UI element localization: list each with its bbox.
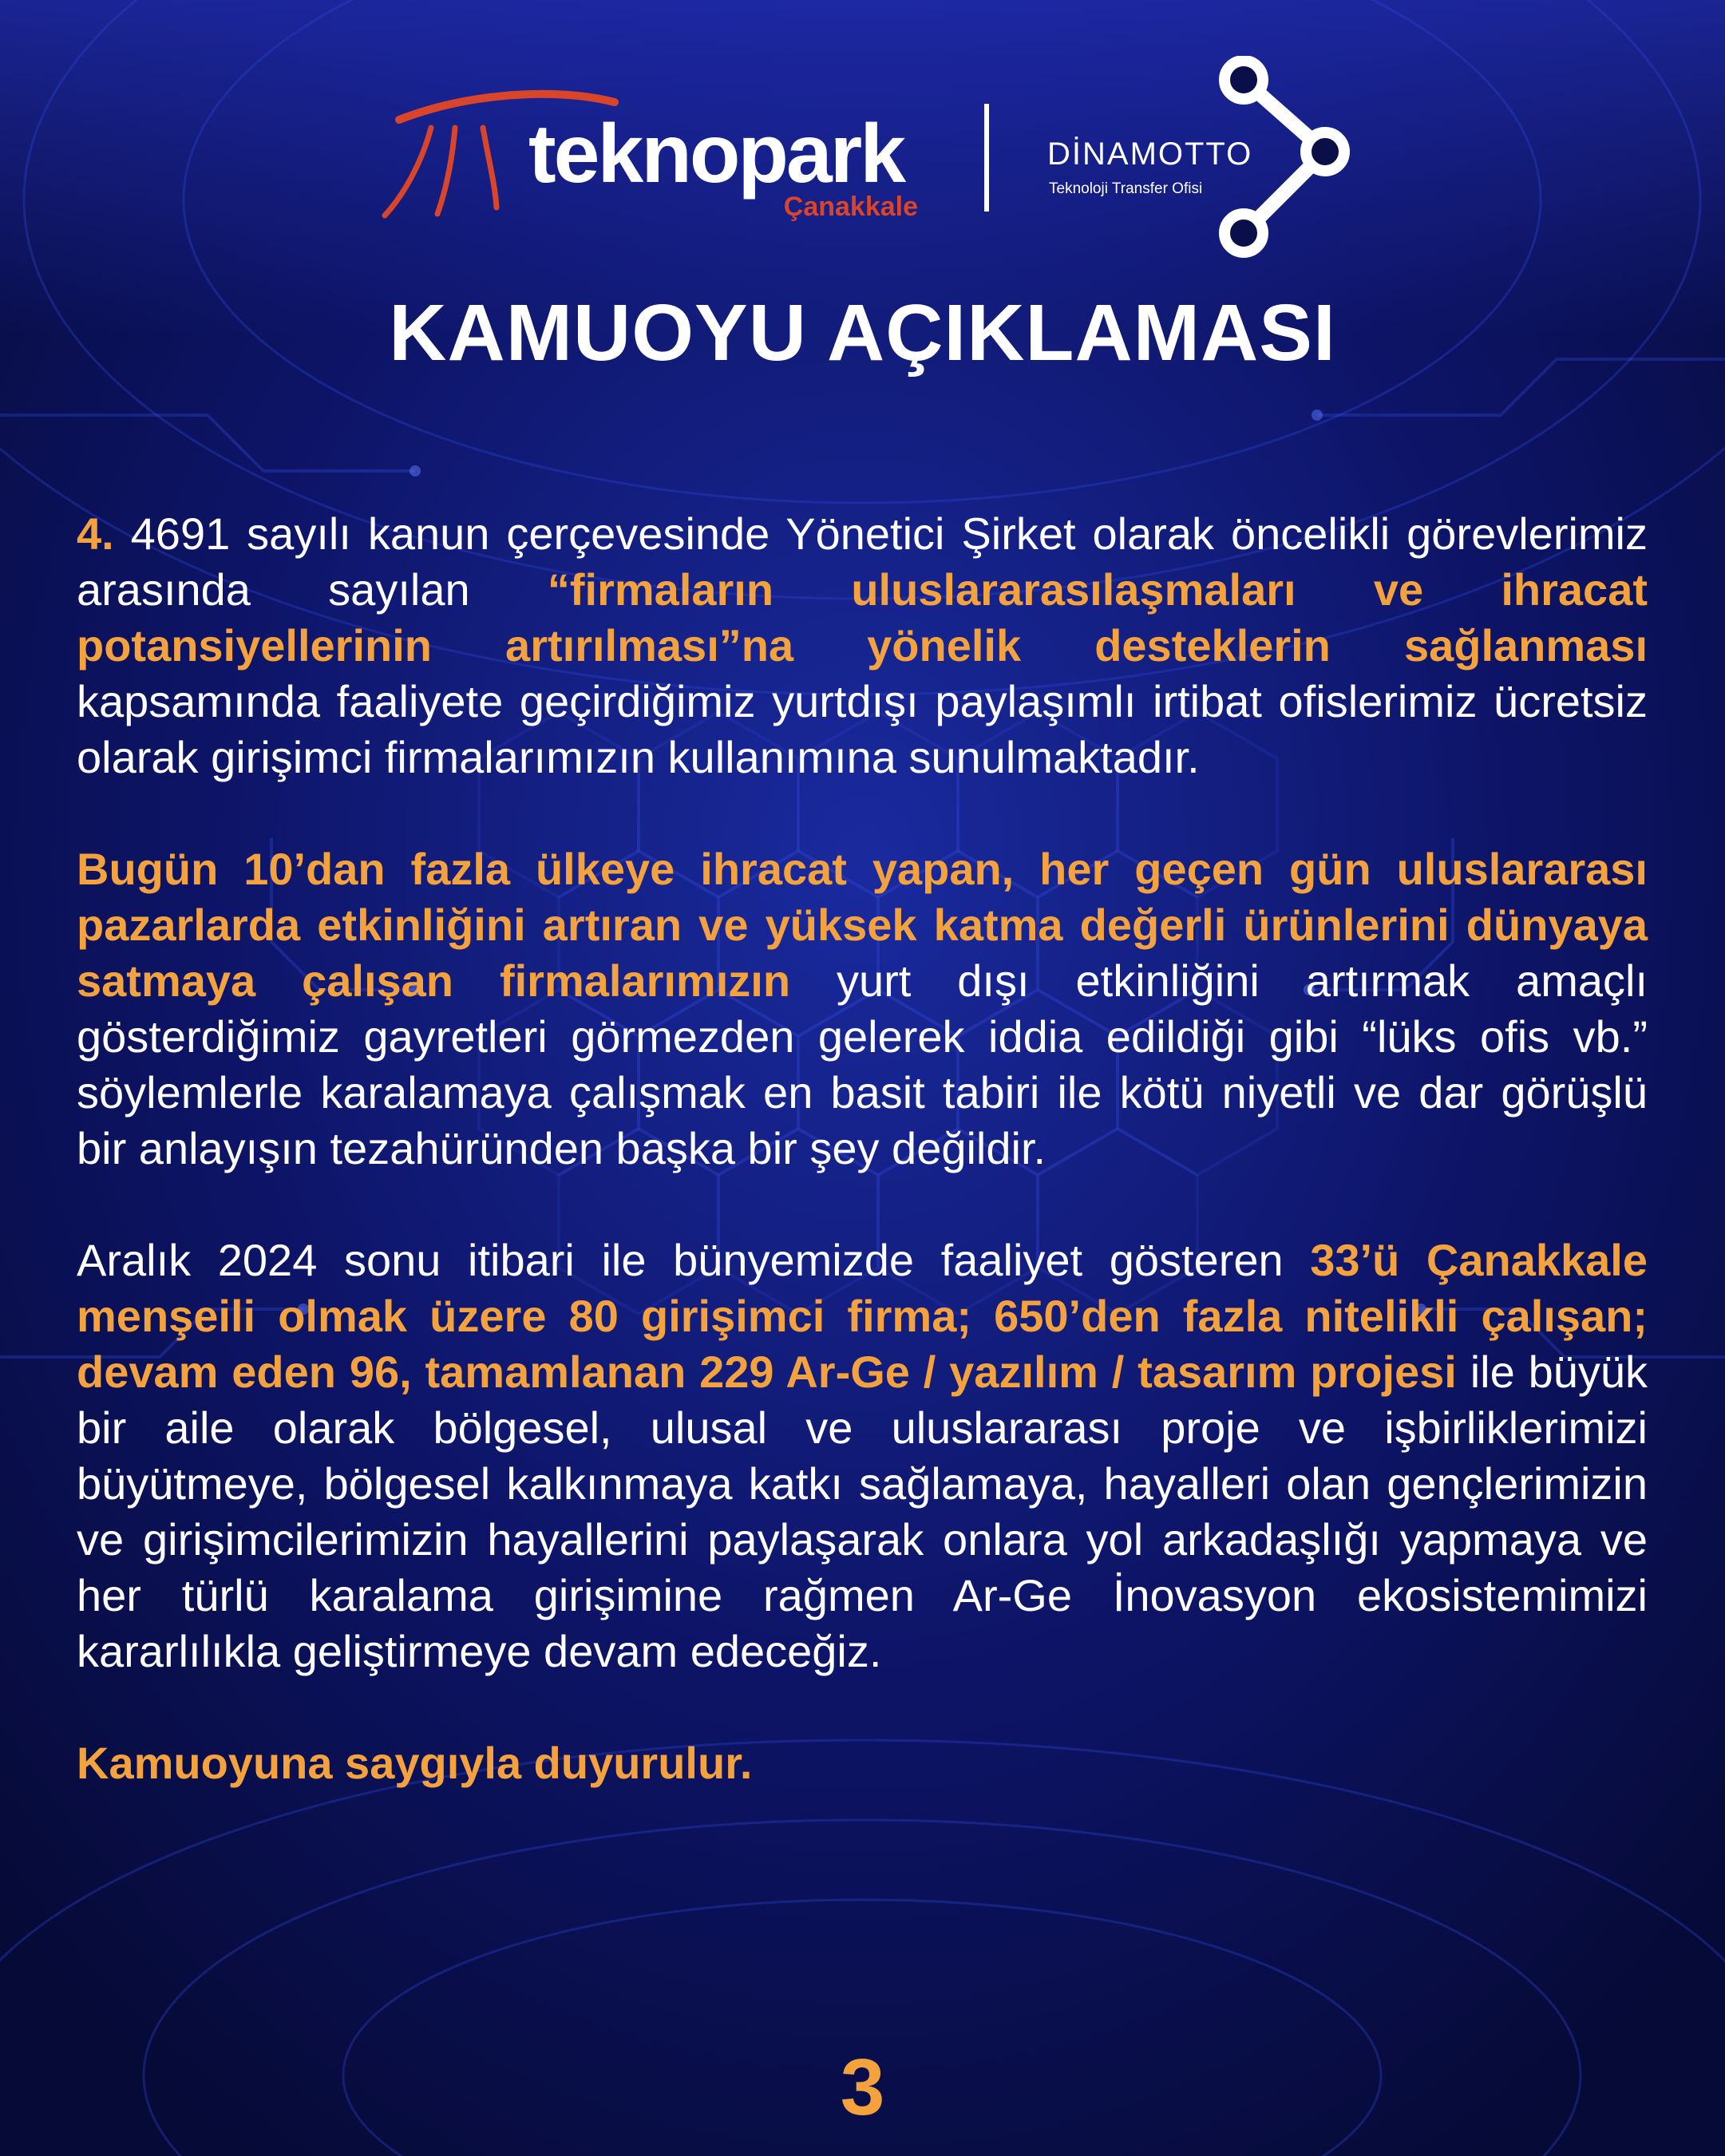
paragraph-1-number: 4. [77,508,114,559]
logo-divider [984,104,989,212]
page-number: 3 [840,2043,885,2132]
dinamotto-node-top [1225,61,1263,99]
paragraph-2 [77,841,1648,1177]
paragraph-1-text-a: 4691 sayılı kanun çerçevesinde Yönetici Şirket olarak öncelikli görevlerimiz arasında sayılan [77,508,1648,615]
dinamotto-subtitle: Teknoloji Transfer Ofisi [1049,180,1203,197]
paragraph-3-highlight: 33’ü Çanakkale menşeili olmak üzere 80 girişimci firma; 650’den fazla nitelikli çalışan; devam eden 96, tamamlanan 229 Ar-Ge / yazılım / tasarım projesi [77,1235,1648,1397]
dinamotto-node-bottom [1225,214,1263,252]
paragraph-1-highlight: “firmaların uluslararasılaşmaları ve ihracat potansiyellerinin artırılması”na yönelik desteklerin sağlanması [77,564,1648,671]
paragraph-2-highlight: Bugün 10’dan fazla ülkeye ihracat yapan, her geçen gün uluslararası pazarlarda etkinliğini artıran ve yüksek katma değerli ürünlerini dünyaya satmaya çalışan firmalarımızın [77,844,1648,1006]
teknopark-stroke-3 [483,128,497,208]
dinamotto-logo [1038,56,1357,263]
teknopark-wordmark: teknopark [528,108,904,200]
statement-body [77,506,1648,1791]
teknopark-stroke-1 [385,128,431,216]
dinamotto-node-right [1306,133,1344,171]
page-title: KAMUOYU AÇIKLAMASI [389,288,1336,378]
teknopark-logo [375,88,926,224]
paragraph-1-text-b: kapsamında faaliyete geçirdiğimiz yurtdışı paylaşımlı irtibat ofislerimiz ücretsiz olarak girişimci firmalarımızın kullanımına sunulmaktadır. [77,676,1648,782]
paragraph-2-text: yurt dışı etkinliğini artırmak amaçlı gösterdiğimiz gayretleri görmezden gelerek iddia edildiği gibi “lüks ofis vb.” söylemlerle karalamaya çalışmak en basit tabiri ile kötü niyetli ve dar görüşlü bir anlayışın tezahüründen başka bir şey değildir. [77,955,1648,1173]
teknopark-stroke-2 [437,128,455,214]
paragraph-3-text-b: ile büyük bir aile olarak bölgesel, ulusal ve uluslararası proje ve işbirliklerimizi büyütmeye, bölgesel kalkınmaya katkı sağlamaya, hayalleri olan gençlerimizin ve girişimcilerimizin hayallerini paylaşarak onlara yol arkadaşlığı yapmaya ve her türlü karalama girişimine rağmen Ar-Ge İnovasyon ekosistemimizi kararlılıkla geliştirmeye devam edeceğiz. [77,1347,1648,1676]
closing-line: Kamuoyuna saygıyla duyurulur. [77,1738,753,1788]
paragraph-3 [77,1232,1648,1679]
paragraph-3-text-a: Aralık 2024 sonu itibari ile bünyemizde faaliyet gösteren [77,1235,1311,1285]
paragraph-1 [77,506,1648,785]
dinamotto-wordmark: DİNAMOTTO [1047,136,1253,172]
teknopark-city: Çanakkale [783,192,918,222]
